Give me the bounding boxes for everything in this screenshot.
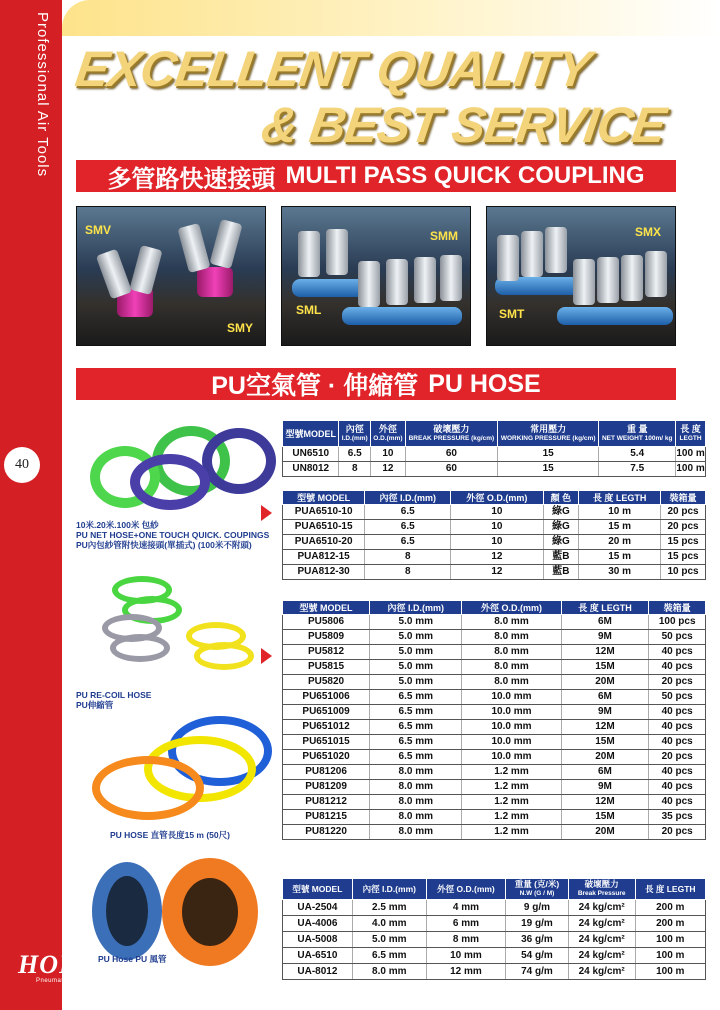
table-row [283, 462, 706, 477]
table-cell: 8.0 mm [462, 630, 561, 645]
column-header [599, 421, 676, 447]
table-cell: 24 kg/cm² [568, 948, 635, 964]
table-cell: 35 pcs [649, 810, 706, 825]
orange-hose-roll [162, 858, 258, 966]
headline-line2: & BEST SERVICE [258, 97, 669, 153]
photo-label-smx: SMX [635, 225, 662, 239]
table-cell: 24 kg/cm² [568, 916, 635, 932]
table-cell: 5.0 mm [352, 932, 426, 948]
table-cell: 10.0 mm [462, 690, 561, 705]
table-cell: PU81220 [283, 825, 370, 840]
table-cell: 15 m [579, 520, 661, 535]
table-cell: 36 g/m [506, 932, 569, 948]
column-header-line1: 破壞壓力 [584, 879, 619, 889]
column-header: 型號 MODEL [283, 601, 370, 615]
table-cell: 綠G [543, 505, 579, 520]
table-row [283, 645, 706, 660]
coupler [414, 257, 436, 303]
coupler [597, 257, 619, 303]
coupler [298, 231, 320, 277]
table-cell: 8 [365, 565, 451, 580]
table-cell: PU651012 [283, 720, 370, 735]
caption-net-hose-3: PU內包紗管附快速接頭(單插式) (100米不附頭) [76, 540, 252, 550]
table-cell: 30 m [579, 565, 661, 580]
banner2-en: PU HOSE [428, 369, 541, 398]
table-cell: 54 g/m [506, 948, 569, 964]
table-cell: 1.2 mm [462, 810, 561, 825]
table-cell: 9 g/m [506, 900, 569, 916]
table-cell: 10 m [579, 505, 661, 520]
table-row [283, 900, 706, 916]
coupler [129, 245, 162, 295]
table-cell: 6.5 mm [370, 705, 462, 720]
column-header: 顏 色 [543, 491, 579, 505]
table-cell: 10.0 mm [462, 720, 561, 735]
table-cell: 12 [370, 462, 405, 477]
table-cell: PUA6510-20 [283, 535, 365, 550]
table-cell: 5.0 mm [370, 675, 462, 690]
table-cell: PU81206 [283, 765, 370, 780]
table-cell: 綠G [543, 520, 579, 535]
table-cell: PU5815 [283, 660, 370, 675]
column-header: 裝箱量 [661, 491, 706, 505]
table-cell: 12 [451, 550, 543, 565]
table-cell: 15M [561, 810, 649, 825]
table-cell: 6.5 mm [370, 735, 462, 750]
table-cell: 20 m [579, 535, 661, 550]
page-number: 40 [4, 447, 40, 483]
caption-pu-hose: PU HOSE 直管長度15 m (50尺) [110, 830, 230, 840]
table-cell: 6 mm [426, 916, 505, 932]
table-row [283, 810, 706, 825]
column-header-line1: 內徑 [345, 423, 364, 434]
table-cell: 8 [339, 462, 371, 477]
column-header: 長 度 LEGTH [579, 491, 661, 505]
table-cell: 6.5 [365, 520, 451, 535]
table-cell: 24 kg/cm² [568, 932, 635, 948]
top-gradient-bar [62, 0, 720, 36]
table-row [283, 675, 706, 690]
table-cell: 60 [405, 447, 497, 462]
table-cell: 40 pcs [649, 720, 706, 735]
table-cell: 10.0 mm [462, 735, 561, 750]
banner1-en: MULTI PASS QUICK COUPLING [285, 162, 645, 189]
column-header-line2: N.W (G / M) [519, 890, 555, 897]
arrow-right-icon [261, 648, 272, 664]
column-header-line2: LEGTH [679, 434, 702, 442]
table-cell: PU5809 [283, 630, 370, 645]
table-cell: UA-8012 [283, 964, 353, 980]
table-cell: 20M [561, 750, 649, 765]
column-header [339, 421, 371, 447]
column-header: 內徑 I.D.(mm) [370, 601, 462, 615]
coupler [96, 249, 132, 300]
column-header [283, 421, 339, 447]
table-row [283, 735, 706, 750]
caption-net-hose-1: 10米.20米.100米 包紗 [76, 520, 159, 530]
column-header [426, 879, 505, 900]
table-cell: 8.0 mm [462, 615, 561, 630]
table-row [283, 550, 706, 565]
column-header: 內徑 I.D.(mm) [365, 491, 451, 505]
table-cell: 10 pcs [661, 565, 706, 580]
table-row [283, 780, 706, 795]
recoil-coil [194, 642, 254, 670]
table-cell: 綠G [543, 535, 579, 550]
table-cell: 6.5 mm [370, 690, 462, 705]
table-cell: 9M [561, 705, 649, 720]
table-cell: 200 m [635, 900, 705, 916]
table-cell: PU651020 [283, 750, 370, 765]
table-cell: 10 [451, 535, 543, 550]
table-cell: 60 [405, 462, 497, 477]
table-cell: 10.0 mm [462, 750, 561, 765]
table-cell: 8.0 mm [370, 810, 462, 825]
table-cell: 24 kg/cm² [568, 964, 635, 980]
table-cell: 1.2 mm [462, 825, 561, 840]
table-cell: 15M [561, 660, 649, 675]
table-cell: PUA812-15 [283, 550, 365, 565]
column-header-line2: NET WEIGHT 100m/ kg [601, 434, 673, 442]
table-cell: 50 pcs [649, 690, 706, 705]
column-header [283, 879, 353, 900]
coupler [177, 223, 210, 273]
table-cell: 10 [451, 520, 543, 535]
coupler [358, 261, 380, 307]
table-row [283, 795, 706, 810]
table-cell: 7.5 [599, 462, 676, 477]
table-cell: 4.0 mm [352, 916, 426, 932]
table-row [283, 932, 706, 948]
table-cell: 40 pcs [649, 780, 706, 795]
table-row [283, 505, 706, 520]
table-cell: PUA6510-10 [283, 505, 365, 520]
column-header-line1: 外徑 [378, 423, 397, 434]
caption-pu-hose-roll: PU Hose PU 風管 [98, 954, 167, 964]
table-cell: 40 pcs [649, 735, 706, 750]
manifold-bar [557, 307, 673, 325]
table-cell: 6.5 mm [370, 720, 462, 735]
photo-smm-sml [281, 206, 471, 346]
table-cell: UA-4006 [283, 916, 353, 932]
table-cell: 6.5 [365, 535, 451, 550]
banner-multi-pass-coupling [76, 160, 676, 192]
table-cell: 12M [561, 795, 649, 810]
blue-hose-coil [202, 428, 276, 494]
table-cell: 9M [561, 780, 649, 795]
net-hose-image [76, 420, 276, 516]
column-header-line1: 重量 (克/米) [514, 879, 560, 889]
table-cell: 6.5 [339, 447, 371, 462]
table-cell: 6M [561, 765, 649, 780]
table-cell: 8.0 mm [462, 675, 561, 690]
hope-logo: HOPE [18, 950, 95, 979]
table-cell: 1.2 mm [462, 795, 561, 810]
table-cell: 1.2 mm [462, 765, 561, 780]
table-cell: 100 m [635, 948, 705, 964]
table-cell: 6.5 mm [352, 948, 426, 964]
table-cell: 1.2 mm [462, 780, 561, 795]
coupler [521, 231, 543, 277]
table-cell: 8.0 mm [352, 964, 426, 980]
coupler [497, 235, 519, 281]
table-cell: 9M [561, 630, 649, 645]
caption-recoil-2: PU伸縮管 [76, 700, 114, 710]
table-cell: PU5812 [283, 645, 370, 660]
column-header-line2: BREAK PRESSURE (kg/cm) [408, 434, 495, 442]
table-cell: 19 g/m [506, 916, 569, 932]
column-header: 裝箱量 [649, 601, 706, 615]
table-cell: 8 mm [426, 932, 505, 948]
table-row [283, 565, 706, 580]
column-header [676, 421, 706, 447]
table-row [283, 948, 706, 964]
table-cell: 100 m [635, 964, 705, 980]
table-cell: PU5820 [283, 675, 370, 690]
table-cell: 12 [451, 565, 543, 580]
column-header [352, 879, 426, 900]
column-header-line2: WORKING PRESSURE (kg/cm) [500, 434, 596, 442]
coupler [645, 251, 667, 297]
table-cell: 5.4 [599, 447, 676, 462]
table-cell: UA-5008 [283, 932, 353, 948]
table-cell: 5.0 mm [370, 645, 462, 660]
recoil-hose-image [102, 568, 282, 684]
table-cell: 6M [561, 690, 649, 705]
coupler [621, 255, 643, 301]
table-cell: PU81209 [283, 780, 370, 795]
table-cell: 6.5 mm [370, 750, 462, 765]
pu-hose-roll-image [92, 858, 272, 968]
table-cell: 12M [561, 645, 649, 660]
table-cell: PU5806 [283, 615, 370, 630]
table-cell: 40 pcs [649, 705, 706, 720]
table-cell: 4 mm [426, 900, 505, 916]
table-cell: 100 pcs [649, 615, 706, 630]
table-cell: 藍B [543, 550, 579, 565]
photo-label-smv: SMV [85, 223, 112, 237]
caption-net-hose-2: PU NET HOSE+ONE TOUCH QUICK. COUPINGS [76, 530, 270, 540]
content-area [62, 0, 720, 1010]
table-cell: 10 mm [426, 948, 505, 964]
table-row [283, 535, 706, 550]
manifold-base [197, 267, 233, 297]
table-cell: 8.0 mm [370, 780, 462, 795]
table-row [283, 916, 706, 932]
table-cell: 12 mm [426, 964, 505, 980]
table-row [283, 630, 706, 645]
column-header [568, 879, 635, 900]
table-cell: 40 pcs [649, 765, 706, 780]
column-header-line1: 長 度 LEGTH [645, 884, 696, 894]
banner2-zh: PU空氣管 · 伸縮管 [211, 372, 419, 400]
pu-hose-image [88, 716, 278, 826]
column-header: 外徑 O.D.(mm) [462, 601, 561, 615]
table-cell: UN6510 [283, 447, 339, 462]
arrow-right-icon [261, 505, 272, 521]
table-cell: 74 g/m [506, 964, 569, 980]
table-cell: PU651009 [283, 705, 370, 720]
column-header [635, 879, 705, 900]
headline-line1: EXCELLENT QUALITY [72, 41, 594, 97]
table-row [283, 660, 706, 675]
table-cell: 5.0 mm [370, 660, 462, 675]
table-cell: UA-6510 [283, 948, 353, 964]
table-cell: 20M [561, 825, 649, 840]
table-cell: 50 pcs [649, 630, 706, 645]
table-cell: 24 kg/cm² [568, 900, 635, 916]
column-header: 外徑 O.D.(mm) [451, 491, 543, 505]
table-cell: 5.0 mm [370, 630, 462, 645]
banner1-zh: 多管路快速接頭 [107, 165, 276, 193]
table-cell: 20 pcs [661, 520, 706, 535]
table-row [283, 765, 706, 780]
table-cell: PU651006 [283, 690, 370, 705]
hope-logo-subtitle: Pneumatic Tools [36, 978, 88, 984]
table-row [283, 615, 706, 630]
coupler [326, 229, 348, 275]
coupler [209, 219, 242, 269]
table-cell: 8 [365, 550, 451, 565]
table-cell: 20 pcs [661, 505, 706, 520]
table-cell: 2.5 mm [352, 900, 426, 916]
column-header [506, 879, 569, 900]
column-header [405, 421, 497, 447]
table-cell: PU651015 [283, 735, 370, 750]
column-header-line2: Break Pressure [577, 890, 626, 897]
column-header [370, 421, 405, 447]
column-header-line1: 重 量 [626, 423, 648, 434]
photo-smx-smt [486, 206, 676, 346]
table-ua-hose [282, 878, 706, 980]
table-pu-recoil-hose [282, 600, 706, 840]
table-cell: PUA6510-15 [283, 520, 365, 535]
coupler [386, 259, 408, 305]
photo-smv-smy [76, 206, 266, 346]
column-header-line1: 常用壓力 [530, 423, 567, 434]
table-cell: 20 pcs [649, 675, 706, 690]
banner-pu-hose [76, 368, 676, 400]
table-cell: 40 pcs [649, 660, 706, 675]
table-cell: 15 [498, 462, 599, 477]
table-cell: 10 [370, 447, 405, 462]
table-cell: 8.0 mm [370, 795, 462, 810]
column-header-line2: I.D.(mm) [341, 434, 368, 442]
table-cell: 20 pcs [649, 750, 706, 765]
column-header-line1: 型號MODEL [285, 428, 336, 439]
sidebar-vertical-text: Professional Air Tools [34, 12, 51, 178]
orange-pu-coil [92, 756, 204, 820]
column-header: 型號 MODEL [283, 491, 365, 505]
table-cell: 100 m [676, 462, 706, 477]
coupler [545, 227, 567, 273]
table-cell: 20M [561, 675, 649, 690]
table-row [283, 964, 706, 980]
table-cell: 40 pcs [649, 795, 706, 810]
table-row [283, 705, 706, 720]
photo-label-smy: SMY [227, 321, 254, 335]
table-row [283, 447, 706, 462]
coupler [573, 259, 595, 305]
column-header-line1: 長 度 [680, 423, 701, 434]
table-cell: UA-2504 [283, 900, 353, 916]
table-cell: 6M [561, 615, 649, 630]
table-cell: 15 [498, 447, 599, 462]
table-cell: 100 m [635, 932, 705, 948]
column-header-line1: 外徑 O.D.(mm) [437, 884, 495, 894]
table-row [283, 720, 706, 735]
table-cell: 15M [561, 735, 649, 750]
table-row [283, 690, 706, 705]
table-cell: 100 m [676, 447, 706, 462]
table-cell: PU81215 [283, 810, 370, 825]
table-cell: 15 m [579, 550, 661, 565]
table-cell: 6.5 [365, 505, 451, 520]
table-cell: 15 pcs [661, 550, 706, 565]
table-un-hose [282, 420, 706, 477]
recoil-coil [110, 634, 170, 662]
table-cell: 8.0 mm [462, 645, 561, 660]
table-cell: 15 pcs [661, 535, 706, 550]
column-header-line1: 內徑 I.D.(mm) [362, 884, 416, 894]
table-cell: 20 pcs [649, 825, 706, 840]
table-cell: 8.0 mm [370, 765, 462, 780]
table-cell: 40 pcs [649, 645, 706, 660]
column-header: 長 度 LEGTH [561, 601, 649, 615]
coupler [440, 255, 462, 301]
blue-hose-roll [92, 862, 162, 960]
caption-recoil-1: PU RE-COIL HOSE [76, 690, 152, 700]
table-row [283, 750, 706, 765]
table-cell: 8.0 mm [370, 825, 462, 840]
table-cell: 12M [561, 720, 649, 735]
table-cell: 藍B [543, 565, 579, 580]
table-pua-hose [282, 490, 706, 580]
table-cell: 8.0 mm [462, 660, 561, 675]
table-cell: 5.0 mm [370, 615, 462, 630]
column-header-line1: 型號 MODEL [292, 884, 343, 894]
column-header [498, 421, 599, 447]
column-header-line1: 破壞壓力 [433, 423, 470, 434]
photo-label-smm: SMM [430, 229, 458, 243]
photo-label-sml: SML [296, 303, 322, 317]
photo-label-smt: SMT [499, 307, 525, 321]
table-cell: 10.0 mm [462, 705, 561, 720]
table-cell: PUA812-30 [283, 565, 365, 580]
table-cell: 200 m [635, 916, 705, 932]
blue-hose-coil [130, 454, 210, 510]
table-row [283, 825, 706, 840]
manifold-bar [342, 307, 462, 325]
table-row [283, 520, 706, 535]
table-cell: 10 [451, 505, 543, 520]
column-header-line2: O.D.(mm) [373, 434, 403, 442]
table-cell: UN8012 [283, 462, 339, 477]
table-cell: PU81212 [283, 795, 370, 810]
